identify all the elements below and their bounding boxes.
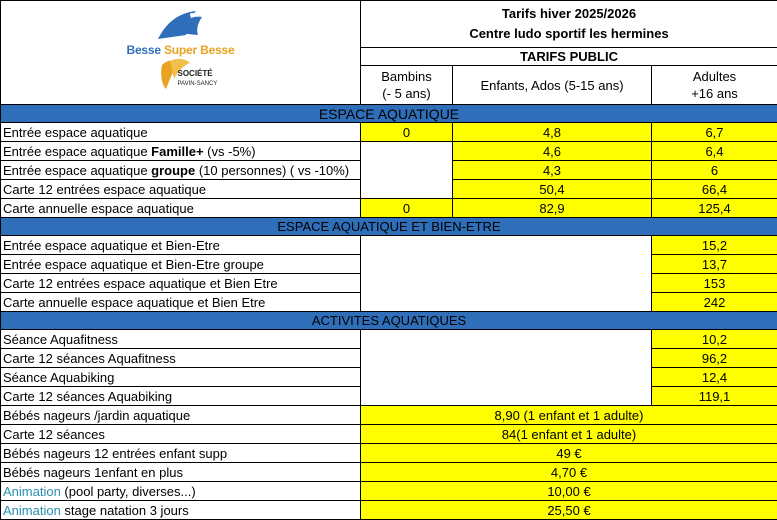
price-merged: 25,50 € (361, 501, 777, 520)
price-adultes: 66,4 (652, 180, 777, 199)
price-enfants: 4,3 (453, 161, 652, 180)
blank-bambins-cell (361, 142, 453, 199)
price-enfants: 4,8 (453, 123, 652, 142)
row-label: Bébés nageurs 1enfant en plus (1, 463, 361, 482)
section-bien-etre: ESPACE AQUATIQUE ET BIEN-ETRE (1, 218, 777, 236)
table-row (1, 123, 777, 142)
price-bambins: 0 (361, 199, 453, 218)
row-label: Carte annuelle espace aquatique (1, 199, 361, 218)
price-merged: 8,90 (1 enfant et 1 adulte) (361, 406, 777, 425)
table-row (1, 142, 777, 161)
price-adultes: 119,1 (652, 387, 777, 406)
table-row (1, 425, 777, 444)
row-label: Entrée espace aquatique et Bien-Etre groupe (1, 255, 361, 274)
table-row (1, 444, 777, 463)
table-row (1, 330, 777, 349)
row-label: Animation (pool party, diverses...) (1, 482, 361, 501)
price-merged: 84(1 enfant et 1 adulte) (361, 425, 777, 444)
price-merged: 49 € (361, 444, 777, 463)
tarifs-public-header: TARIFS PUBLIC (361, 48, 777, 66)
table-row (1, 463, 777, 482)
row-label: Bébés nageurs /jardin aquatique (1, 406, 361, 425)
price-adultes: 96,2 (652, 349, 777, 368)
row-label: Séance Aquabiking (1, 368, 361, 387)
table-row (1, 482, 777, 501)
row-label: Carte 12 séances Aquafitness (1, 349, 361, 368)
price-adultes: 13,7 (652, 255, 777, 274)
price-adultes: 153 (652, 274, 777, 293)
price-enfants: 50,4 (453, 180, 652, 199)
table-row (1, 199, 777, 218)
price-adultes: 6,4 (652, 142, 777, 161)
row-label: Entrée espace aquatique (1, 123, 361, 142)
price-adultes: 242 (652, 293, 777, 312)
col-header-adultes: Adultes +16 ans (652, 66, 777, 105)
row-label: Carte 12 séances Aquabiking (1, 387, 361, 406)
logo-societe: SOCIÉTÉ PAVIN-SANCY (178, 69, 218, 89)
row-label: Bébés nageurs 12 entrées enfant supp (1, 444, 361, 463)
page-title: Tarifs hiver 2025/2026 Centre ludo sportif les hermines (361, 1, 777, 48)
row-label: Carte annuelle espace aquatique et Bien Etre (1, 293, 361, 312)
price-adultes: 6 (652, 161, 777, 180)
row-label: Carte 12 entrées espace aquatique (1, 180, 361, 199)
section-activites: ACTIVITES AQUATIQUES (1, 312, 777, 330)
besse-logo (106, 3, 256, 103)
row-label: Entrée espace aquatique et Bien-Etre (1, 236, 361, 255)
row-label: Entrée espace aquatique Famille+ (vs -5%) (1, 142, 361, 161)
price-bambins: 0 (361, 123, 453, 142)
price-adultes: 125,4 (652, 199, 777, 218)
blank-activites-cell (361, 330, 652, 406)
blank-bien-etre-cell (361, 236, 652, 312)
table-row (1, 406, 777, 425)
row-label: Animation stage natation 3 jours (1, 501, 361, 520)
col-header-bambins: Bambins (- 5 ans) (361, 66, 453, 105)
row-label: Séance Aquafitness (1, 330, 361, 349)
table-row (1, 501, 777, 520)
row-label: Carte 12 séances (1, 425, 361, 444)
price-adultes: 10,2 (652, 330, 777, 349)
logo-brand-text: Besse Super Besse (106, 43, 256, 57)
price-merged: 4,70 € (361, 463, 777, 482)
price-adultes: 12,4 (652, 368, 777, 387)
price-adultes: 15,2 (652, 236, 777, 255)
price-enfants: 4,6 (453, 142, 652, 161)
logo-cell (1, 1, 361, 105)
table-row (1, 236, 777, 255)
price-adultes: 6,7 (652, 123, 777, 142)
row-label: Entrée espace aquatique groupe (10 personnes) ( vs -10%) (1, 161, 361, 180)
section-espace-aquatique: ESPACE AQUATIQUE (1, 105, 777, 123)
col-header-enfants: Enfants, Ados (5-15 ans) (453, 66, 652, 105)
row-label: Carte 12 entrées espace aquatique et Bien Etre (1, 274, 361, 293)
price-enfants: 82,9 (453, 199, 652, 218)
price-merged: 10,00 € (361, 482, 777, 501)
